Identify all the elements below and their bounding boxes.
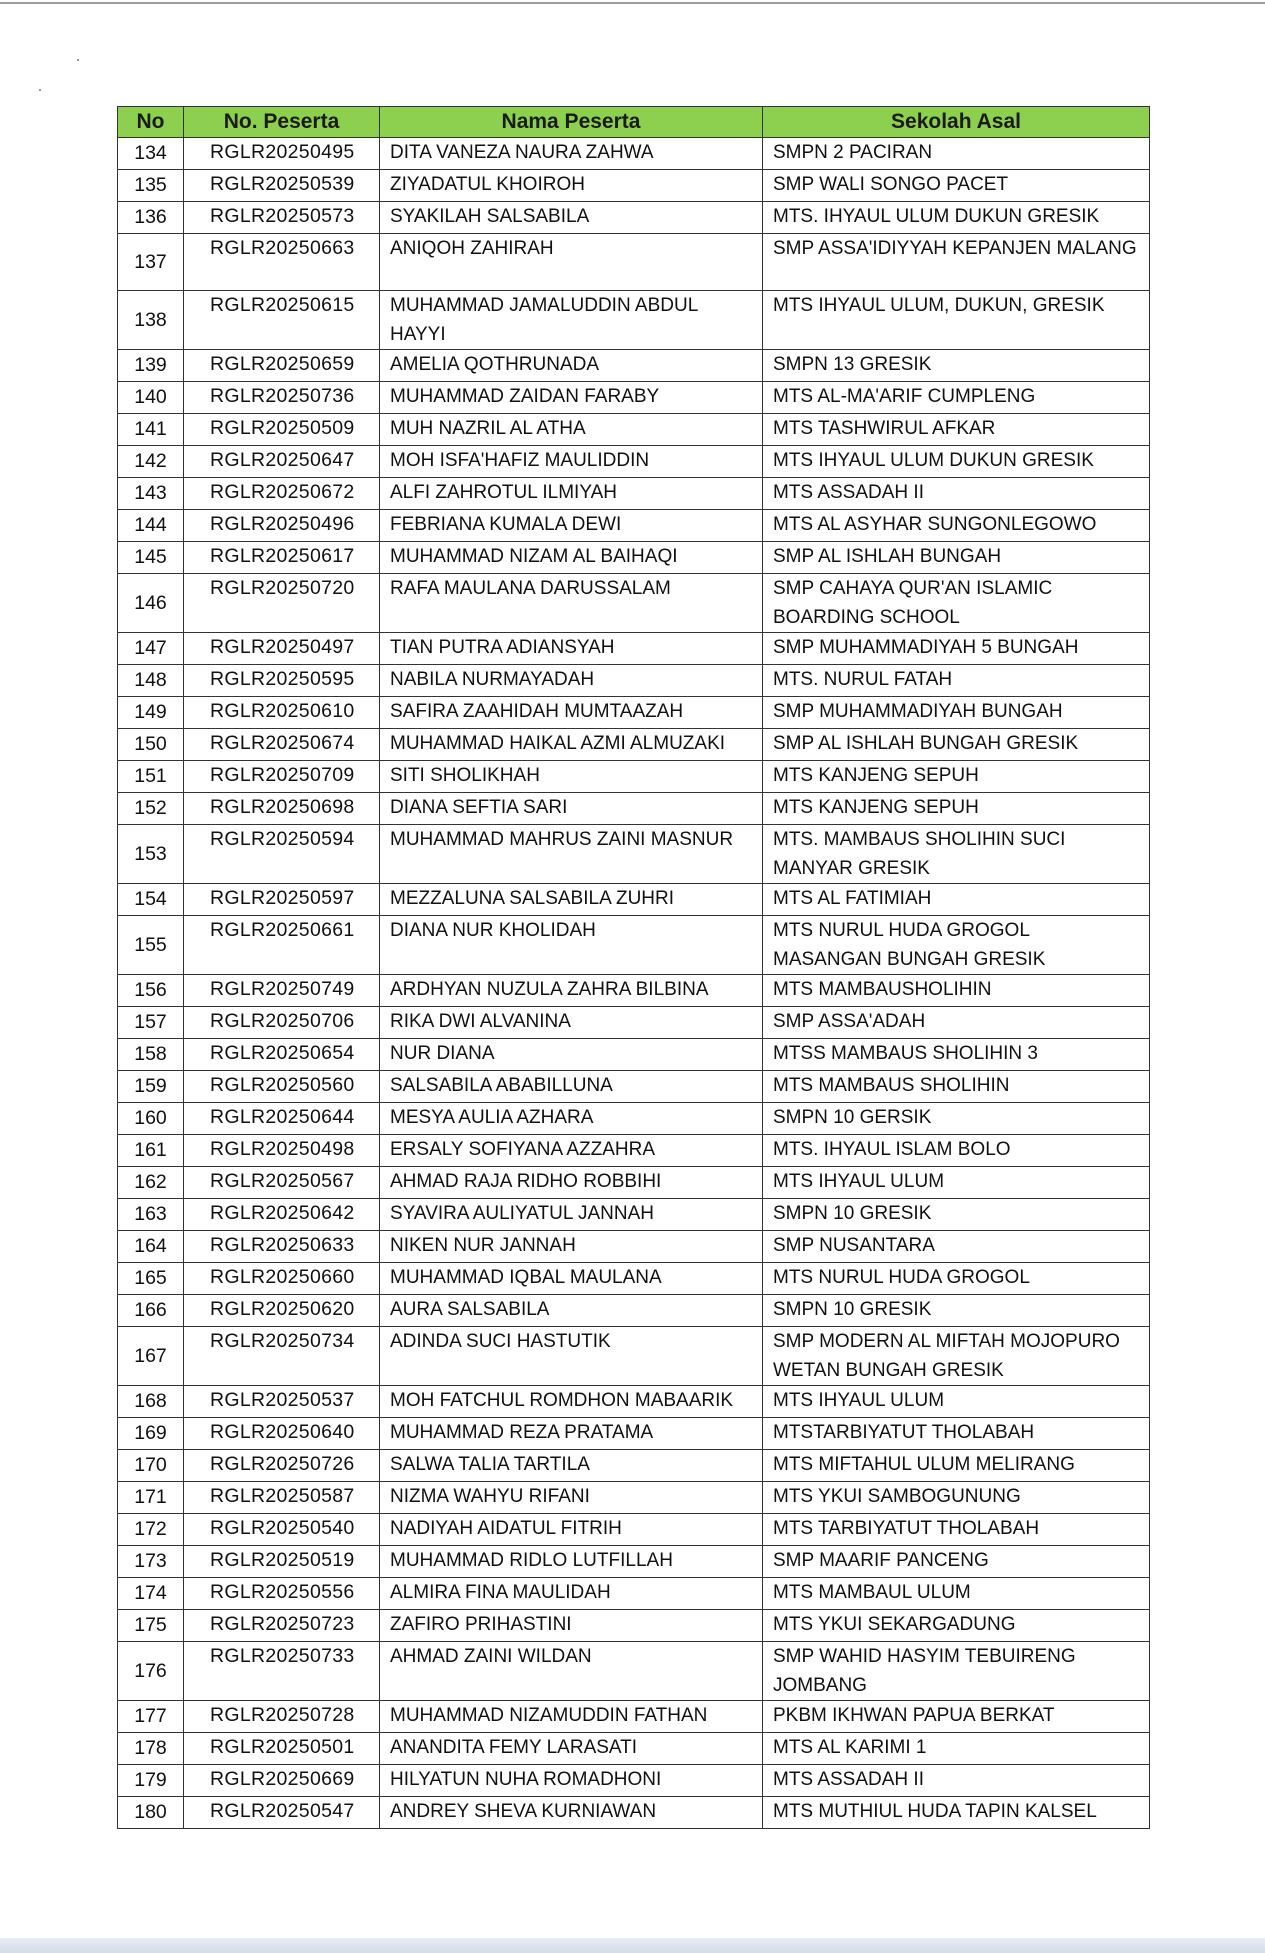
participant-name: SAFIRA ZAAHIDAH MUMTAAZAH bbox=[380, 697, 763, 729]
table-row bbox=[118, 975, 1150, 1007]
row-number: 137 bbox=[118, 234, 184, 291]
table-row bbox=[118, 1546, 1150, 1578]
participant-name: MESYA AULIA AZHARA bbox=[380, 1103, 763, 1135]
origin-school: MTS NURUL HUDA GROGOL MASANGAN BUNGAH GRESIK bbox=[763, 916, 1150, 975]
row-number: 162 bbox=[118, 1167, 184, 1199]
row-number: 150 bbox=[118, 729, 184, 761]
participant-number: RGLR20250610 bbox=[184, 697, 380, 729]
scan-bottom-edge bbox=[0, 1938, 1265, 1953]
table-row bbox=[118, 1482, 1150, 1514]
participant-number: RGLR20250615 bbox=[184, 291, 380, 350]
origin-school: MTS TASHWIRUL AFKAR bbox=[763, 414, 1150, 446]
participant-name: ALMIRA FINA MAULIDAH bbox=[380, 1578, 763, 1610]
origin-school: PKBM IKHWAN PAPUA BERKAT bbox=[763, 1701, 1150, 1733]
header-participant-name: Nama Peserta bbox=[380, 107, 763, 138]
participant-name: MOH FATCHUL ROMDHON MABAARIK bbox=[380, 1386, 763, 1418]
row-number: 135 bbox=[118, 170, 184, 202]
origin-school: MTS NURUL HUDA GROGOL bbox=[763, 1263, 1150, 1295]
participant-number: RGLR20250644 bbox=[184, 1103, 380, 1135]
participant-number: RGLR20250597 bbox=[184, 884, 380, 916]
table-row bbox=[118, 1733, 1150, 1765]
header-no: No bbox=[118, 107, 184, 138]
table-row bbox=[118, 793, 1150, 825]
header-row bbox=[118, 107, 1150, 138]
scan-speck bbox=[39, 89, 41, 91]
participant-name: MUHAMMAD HAIKAL AZMI ALMUZAKI bbox=[380, 729, 763, 761]
row-number: 170 bbox=[118, 1450, 184, 1482]
participant-table bbox=[117, 106, 1150, 1829]
participant-number: RGLR20250497 bbox=[184, 633, 380, 665]
row-number: 164 bbox=[118, 1231, 184, 1263]
row-number: 152 bbox=[118, 793, 184, 825]
participant-name: ALFI ZAHROTUL ILMIYAH bbox=[380, 478, 763, 510]
table-row bbox=[118, 1039, 1150, 1071]
row-number: 176 bbox=[118, 1642, 184, 1701]
participant-number: RGLR20250698 bbox=[184, 793, 380, 825]
origin-school: MTS AL-MA'ARIF CUMPLENG bbox=[763, 382, 1150, 414]
table-row bbox=[118, 350, 1150, 382]
scan-top-edge bbox=[0, 2, 1265, 4]
table-row bbox=[118, 202, 1150, 234]
participant-number: RGLR20250734 bbox=[184, 1327, 380, 1386]
participant-number: RGLR20250720 bbox=[184, 574, 380, 633]
row-number: 171 bbox=[118, 1482, 184, 1514]
row-number: 155 bbox=[118, 916, 184, 975]
participant-number: RGLR20250723 bbox=[184, 1610, 380, 1642]
origin-school: MTS YKUI SEKARGADUNG bbox=[763, 1610, 1150, 1642]
table-row bbox=[118, 1167, 1150, 1199]
participant-name: MUHAMMAD IQBAL MAULANA bbox=[380, 1263, 763, 1295]
participant-number: RGLR20250620 bbox=[184, 1295, 380, 1327]
participant-name: MUHAMMAD NIZAMUDDIN FATHAN bbox=[380, 1701, 763, 1733]
participant-number: RGLR20250660 bbox=[184, 1263, 380, 1295]
participant-number: RGLR20250587 bbox=[184, 1482, 380, 1514]
table-row bbox=[118, 1610, 1150, 1642]
table-row bbox=[118, 665, 1150, 697]
participant-number: RGLR20250709 bbox=[184, 761, 380, 793]
row-number: 177 bbox=[118, 1701, 184, 1733]
table-row bbox=[118, 1263, 1150, 1295]
row-number: 165 bbox=[118, 1263, 184, 1295]
origin-school: MTS AL ASYHAR SUNGONLEGOWO bbox=[763, 510, 1150, 542]
participant-number: RGLR20250556 bbox=[184, 1578, 380, 1610]
origin-school: MTS KANJENG SEPUH bbox=[763, 793, 1150, 825]
participant-name: MUHAMMAD JAMALUDDIN ABDUL HAYYI bbox=[380, 291, 763, 350]
participant-number: RGLR20250663 bbox=[184, 234, 380, 291]
row-number: 148 bbox=[118, 665, 184, 697]
origin-school: SMP ASSA'IDIYYAH KEPANJEN MALANG bbox=[763, 234, 1150, 291]
origin-school: MTS KANJENG SEPUH bbox=[763, 761, 1150, 793]
participant-name: DIANA NUR KHOLIDAH bbox=[380, 916, 763, 975]
row-number: 163 bbox=[118, 1199, 184, 1231]
participant-name: AHMAD ZAINI WILDAN bbox=[380, 1642, 763, 1701]
participant-number: RGLR20250659 bbox=[184, 350, 380, 382]
origin-school: MTS MAMBAUSHOLIHIN bbox=[763, 975, 1150, 1007]
participant-name: RIKA DWI ALVANINA bbox=[380, 1007, 763, 1039]
row-number: 178 bbox=[118, 1733, 184, 1765]
participant-name: MUHAMMAD MAHRUS ZAINI MASNUR bbox=[380, 825, 763, 884]
table-row bbox=[118, 382, 1150, 414]
origin-school: MTS. MAMBAUS SHOLIHIN SUCI MANYAR GRESIK bbox=[763, 825, 1150, 884]
table-body bbox=[118, 138, 1150, 1829]
origin-school: MTS. IHYAUL ISLAM BOLO bbox=[763, 1135, 1150, 1167]
row-number: 175 bbox=[118, 1610, 184, 1642]
table-header bbox=[118, 107, 1150, 138]
table-row bbox=[118, 1386, 1150, 1418]
origin-school: MTS MIFTAHUL ULUM MELIRANG bbox=[763, 1450, 1150, 1482]
participant-number: RGLR20250736 bbox=[184, 382, 380, 414]
participant-number: RGLR20250519 bbox=[184, 1546, 380, 1578]
table-row bbox=[118, 510, 1150, 542]
table-row bbox=[118, 446, 1150, 478]
row-number: 169 bbox=[118, 1418, 184, 1450]
origin-school: SMP MUHAMMADIYAH BUNGAH bbox=[763, 697, 1150, 729]
participant-name: AHMAD RAJA RIDHO ROBBIHI bbox=[380, 1167, 763, 1199]
participant-name: NIZMA WAHYU RIFANI bbox=[380, 1482, 763, 1514]
origin-school: SMP MODERN AL MIFTAH MOJOPURO WETAN BUNGAH GRESIK bbox=[763, 1327, 1150, 1386]
origin-school: MTS MAMBAUL ULUM bbox=[763, 1578, 1150, 1610]
header-participant-number: No. Peserta bbox=[184, 107, 380, 138]
row-number: 139 bbox=[118, 350, 184, 382]
participant-name: SALWA TALIA TARTILA bbox=[380, 1450, 763, 1482]
table-row bbox=[118, 1765, 1150, 1797]
origin-school: MTS IHYAUL ULUM bbox=[763, 1386, 1150, 1418]
participant-name: MUHAMMAD REZA PRATAMA bbox=[380, 1418, 763, 1450]
participant-number: RGLR20250706 bbox=[184, 1007, 380, 1039]
participant-number: RGLR20250633 bbox=[184, 1231, 380, 1263]
table-row bbox=[118, 1701, 1150, 1733]
participant-number: RGLR20250749 bbox=[184, 975, 380, 1007]
table-row bbox=[118, 542, 1150, 574]
participant-name: DIANA SEFTIA SARI bbox=[380, 793, 763, 825]
participant-name: MUHAMMAD ZAIDAN FARABY bbox=[380, 382, 763, 414]
scan-speck bbox=[77, 59, 79, 61]
table-row bbox=[118, 1642, 1150, 1701]
participant-name: DITA VANEZA NAURA ZAHWA bbox=[380, 138, 763, 170]
table-row bbox=[118, 1231, 1150, 1263]
participant-number: RGLR20250573 bbox=[184, 202, 380, 234]
participant-name: SITI SHOLIKHAH bbox=[380, 761, 763, 793]
participant-name: SALSABILA ABABILLUNA bbox=[380, 1071, 763, 1103]
row-number: 179 bbox=[118, 1765, 184, 1797]
participant-number: RGLR20250728 bbox=[184, 1701, 380, 1733]
table-row bbox=[118, 574, 1150, 633]
origin-school: SMPN 2 PACIRAN bbox=[763, 138, 1150, 170]
participant-name: TIAN PUTRA ADIANSYAH bbox=[380, 633, 763, 665]
participant-number: RGLR20250640 bbox=[184, 1418, 380, 1450]
origin-school: MTS TARBIYATUT THOLABAH bbox=[763, 1514, 1150, 1546]
table-row bbox=[118, 234, 1150, 291]
origin-school: SMP MAARIF PANCENG bbox=[763, 1546, 1150, 1578]
origin-school: MTS ASSADAH II bbox=[763, 478, 1150, 510]
participant-number: RGLR20250560 bbox=[184, 1071, 380, 1103]
participant-name: ANDREY SHEVA KURNIAWAN bbox=[380, 1797, 763, 1829]
participant-number: RGLR20250595 bbox=[184, 665, 380, 697]
participant-name: NADIYAH AIDATUL FITRIH bbox=[380, 1514, 763, 1546]
row-number: 151 bbox=[118, 761, 184, 793]
participant-name: FEBRIANA KUMALA DEWI bbox=[380, 510, 763, 542]
participant-number: RGLR20250495 bbox=[184, 138, 380, 170]
table-row bbox=[118, 1450, 1150, 1482]
table-row bbox=[118, 1007, 1150, 1039]
participant-name: MUHAMMAD RIDLO LUTFILLAH bbox=[380, 1546, 763, 1578]
row-number: 138 bbox=[118, 291, 184, 350]
row-number: 153 bbox=[118, 825, 184, 884]
table-row bbox=[118, 1295, 1150, 1327]
participant-number: RGLR20250642 bbox=[184, 1199, 380, 1231]
table-row bbox=[118, 916, 1150, 975]
row-number: 157 bbox=[118, 1007, 184, 1039]
row-number: 168 bbox=[118, 1386, 184, 1418]
participant-number: RGLR20250540 bbox=[184, 1514, 380, 1546]
origin-school: SMP MUHAMMADIYAH 5 BUNGAH bbox=[763, 633, 1150, 665]
participant-name: ZAFIRO PRIHASTINI bbox=[380, 1610, 763, 1642]
origin-school: MTS. NURUL FATAH bbox=[763, 665, 1150, 697]
table-row bbox=[118, 697, 1150, 729]
row-number: 149 bbox=[118, 697, 184, 729]
row-number: 141 bbox=[118, 414, 184, 446]
participant-name: AURA SALSABILA bbox=[380, 1295, 763, 1327]
row-number: 147 bbox=[118, 633, 184, 665]
row-number: 143 bbox=[118, 478, 184, 510]
origin-school: SMP ASSA'ADAH bbox=[763, 1007, 1150, 1039]
table-row bbox=[118, 1578, 1150, 1610]
row-number: 173 bbox=[118, 1546, 184, 1578]
participant-name: NABILA NURMAYADAH bbox=[380, 665, 763, 697]
participant-number: RGLR20250647 bbox=[184, 446, 380, 478]
origin-school: MTSS MAMBAUS SHOLIHIN 3 bbox=[763, 1039, 1150, 1071]
participant-name: ANANDITA FEMY LARASATI bbox=[380, 1733, 763, 1765]
participant-name: SYAVIRA AULIYATUL JANNAH bbox=[380, 1199, 763, 1231]
participant-number: RGLR20250661 bbox=[184, 916, 380, 975]
row-number: 144 bbox=[118, 510, 184, 542]
origin-school: SMPN 10 GRESIK bbox=[763, 1199, 1150, 1231]
origin-school: MTS ASSADAH II bbox=[763, 1765, 1150, 1797]
participant-number: RGLR20250674 bbox=[184, 729, 380, 761]
participant-number: RGLR20250669 bbox=[184, 1765, 380, 1797]
participant-number: RGLR20250617 bbox=[184, 542, 380, 574]
table-row bbox=[118, 138, 1150, 170]
participant-name: NIKEN NUR JANNAH bbox=[380, 1231, 763, 1263]
table-row bbox=[118, 1199, 1150, 1231]
participant-name: ARDHYAN NUZULA ZAHRA BILBINA bbox=[380, 975, 763, 1007]
row-number: 180 bbox=[118, 1797, 184, 1829]
table-row bbox=[118, 478, 1150, 510]
table-row bbox=[118, 1327, 1150, 1386]
table-row bbox=[118, 1418, 1150, 1450]
participant-number: RGLR20250496 bbox=[184, 510, 380, 542]
row-number: 166 bbox=[118, 1295, 184, 1327]
origin-school: MTSTARBIYATUT THOLABAH bbox=[763, 1418, 1150, 1450]
origin-school: SMPN 10 GERSIK bbox=[763, 1103, 1150, 1135]
participant-name: ZIYADATUL KHOIROH bbox=[380, 170, 763, 202]
row-number: 154 bbox=[118, 884, 184, 916]
origin-school: SMP NUSANTARA bbox=[763, 1231, 1150, 1263]
table-row bbox=[118, 761, 1150, 793]
table-row bbox=[118, 1135, 1150, 1167]
origin-school: MTS AL KARIMI 1 bbox=[763, 1733, 1150, 1765]
row-number: 142 bbox=[118, 446, 184, 478]
row-number: 161 bbox=[118, 1135, 184, 1167]
origin-school: SMP AL ISHLAH BUNGAH bbox=[763, 542, 1150, 574]
table-row bbox=[118, 633, 1150, 665]
origin-school: MTS AL FATIMIAH bbox=[763, 884, 1150, 916]
participant-name: MUH NAZRIL AL ATHA bbox=[380, 414, 763, 446]
participant-name: HILYATUN NUHA ROMADHONI bbox=[380, 1765, 763, 1797]
participant-name: ANIQOH ZAHIRAH bbox=[380, 234, 763, 291]
origin-school: MTS IHYAUL ULUM bbox=[763, 1167, 1150, 1199]
participant-name: ERSALY SOFIYANA AZZAHRA bbox=[380, 1135, 763, 1167]
origin-school: MTS YKUI SAMBOGUNUNG bbox=[763, 1482, 1150, 1514]
table-row bbox=[118, 1797, 1150, 1829]
table-row bbox=[118, 825, 1150, 884]
participant-name: AMELIA QOTHRUNADA bbox=[380, 350, 763, 382]
row-number: 145 bbox=[118, 542, 184, 574]
origin-school: SMP WALI SONGO PACET bbox=[763, 170, 1150, 202]
row-number: 172 bbox=[118, 1514, 184, 1546]
participant-number: RGLR20250594 bbox=[184, 825, 380, 884]
participant-name: MOH ISFA'HAFIZ MAULIDDIN bbox=[380, 446, 763, 478]
row-number: 134 bbox=[118, 138, 184, 170]
header-origin-school: Sekolah Asal bbox=[763, 107, 1150, 138]
participant-name: SYAKILAH SALSABILA bbox=[380, 202, 763, 234]
origin-school: SMP CAHAYA QUR'AN ISLAMIC BOARDING SCHOOL bbox=[763, 574, 1150, 633]
origin-school: SMPN 10 GRESIK bbox=[763, 1295, 1150, 1327]
table-row bbox=[118, 729, 1150, 761]
participant-number: RGLR20250539 bbox=[184, 170, 380, 202]
participant-number: RGLR20250567 bbox=[184, 1167, 380, 1199]
row-number: 136 bbox=[118, 202, 184, 234]
table-row bbox=[118, 170, 1150, 202]
table-row bbox=[118, 1514, 1150, 1546]
participant-number: RGLR20250509 bbox=[184, 414, 380, 446]
participant-number: RGLR20250537 bbox=[184, 1386, 380, 1418]
participant-number: RGLR20250654 bbox=[184, 1039, 380, 1071]
table-row bbox=[118, 414, 1150, 446]
row-number: 156 bbox=[118, 975, 184, 1007]
origin-school: MTS MAMBAUS SHOLIHIN bbox=[763, 1071, 1150, 1103]
row-number: 160 bbox=[118, 1103, 184, 1135]
origin-school: SMP AL ISHLAH BUNGAH GRESIK bbox=[763, 729, 1150, 761]
table-row bbox=[118, 884, 1150, 916]
participant-name: ADINDA SUCI HASTUTIK bbox=[380, 1327, 763, 1386]
origin-school: MTS. IHYAUL ULUM DUKUN GRESIK bbox=[763, 202, 1150, 234]
origin-school: MTS IHYAUL ULUM, DUKUN, GRESIK bbox=[763, 291, 1150, 350]
participant-number: RGLR20250498 bbox=[184, 1135, 380, 1167]
participant-name: NUR DIANA bbox=[380, 1039, 763, 1071]
table-row bbox=[118, 291, 1150, 350]
participant-number: RGLR20250547 bbox=[184, 1797, 380, 1829]
origin-school: SMPN 13 GRESIK bbox=[763, 350, 1150, 382]
table-row bbox=[118, 1071, 1150, 1103]
participant-number: RGLR20250672 bbox=[184, 478, 380, 510]
origin-school: MTS IHYAUL ULUM DUKUN GRESIK bbox=[763, 446, 1150, 478]
row-number: 140 bbox=[118, 382, 184, 414]
origin-school: MTS MUTHIUL HUDA TAPIN KALSEL bbox=[763, 1797, 1150, 1829]
row-number: 146 bbox=[118, 574, 184, 633]
row-number: 159 bbox=[118, 1071, 184, 1103]
origin-school: SMP WAHID HASYIM TEBUIRENG JOMBANG bbox=[763, 1642, 1150, 1701]
participant-number: RGLR20250726 bbox=[184, 1450, 380, 1482]
row-number: 174 bbox=[118, 1578, 184, 1610]
participant-name: MUHAMMAD NIZAM AL BAIHAQI bbox=[380, 542, 763, 574]
participant-name: RAFA MAULANA DARUSSALAM bbox=[380, 574, 763, 633]
participant-number: RGLR20250501 bbox=[184, 1733, 380, 1765]
row-number: 167 bbox=[118, 1327, 184, 1386]
participant-number: RGLR20250733 bbox=[184, 1642, 380, 1701]
table-row bbox=[118, 1103, 1150, 1135]
participant-name: MEZZALUNA SALSABILA ZUHRI bbox=[380, 884, 763, 916]
row-number: 158 bbox=[118, 1039, 184, 1071]
